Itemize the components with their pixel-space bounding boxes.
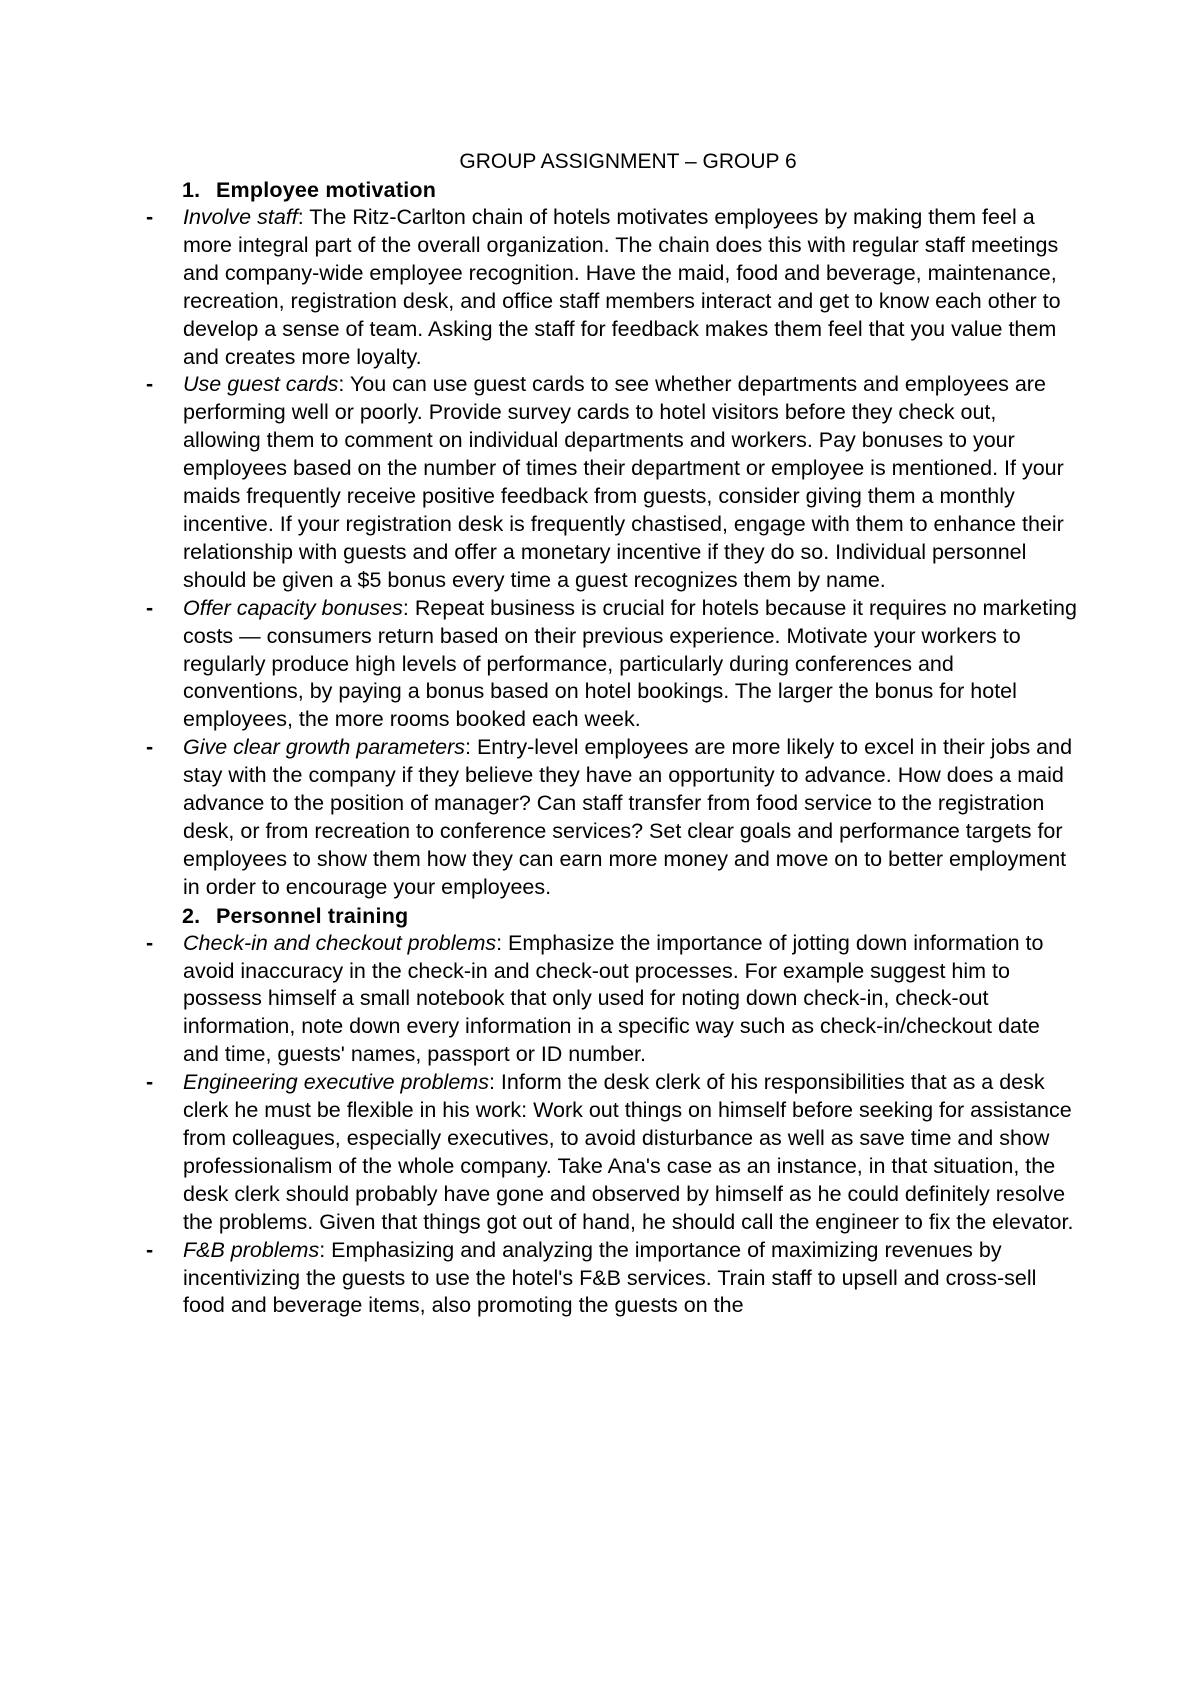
item-text: : You can use guest cards to see whether departments and employees are performing well or poorly. Provide survey cards to hotel visitors before they check out, allowing them to comment on individual departments and workers. Pay bonuses to your employees based on the number of times their department or employee is mentioned. If your maids frequently receive positive feedback from guests, consider giving them a monthly incentive. If your registration desk is frequently chastised, engage with them to enhance their relationship with guests and offer a monetary incentive if they do so. Individual personnel should be given a $5 bonus every time a guest recognizes them by name. bbox=[183, 372, 1064, 592]
item-text: : Emphasizing and analyzing the importance of maximizing revenues by incentivizing the guests to use the hotel's F&B services. Train staff to upsell and cross-sell food and beverage items, also promoting the guests on the bbox=[183, 1237, 1037, 1318]
item-text: : Repeat business is crucial for hotels because it requires no marketing costs — consumers return based on their previous experience. Motivate your workers to regularly produce high levels of performance, particularly during conferences and conventions, by paying a bonus based on hotel bookings. The larger the bonus for hotel employees, the more rooms booked each week. bbox=[183, 595, 1077, 732]
bullet-marker: - bbox=[146, 1237, 154, 1262]
bullet-list bbox=[146, 930, 1080, 1321]
item-term: Use guest cards bbox=[183, 372, 339, 397]
section-number: 1. bbox=[182, 178, 201, 202]
item-term: Check-in and checkout problems bbox=[183, 930, 497, 955]
list-item bbox=[146, 595, 1080, 735]
section-heading bbox=[146, 902, 1080, 930]
item-text: : Emphasize the importance of jotting down information to avoid inaccuracy in the check-in and check-out processes. For example suggest him to possess himself a small notebook that only used for noting down check-in, check-out information, note down every information in a specific way such as check-in/checkout date and time, guests' names, passport or ID number. bbox=[183, 930, 1044, 1067]
list-item bbox=[146, 1069, 1080, 1236]
section-employee-motivation bbox=[146, 176, 1080, 902]
item-term: Engineering executive problems bbox=[183, 1070, 489, 1095]
section-personnel-training bbox=[146, 902, 1080, 1321]
section-heading-text: Personnel training bbox=[216, 903, 409, 928]
list-item bbox=[146, 1237, 1080, 1321]
item-term: Give clear growth parameters bbox=[183, 735, 465, 760]
item-term: Offer capacity bonuses bbox=[183, 595, 403, 620]
item-term: Involve staff bbox=[183, 205, 298, 229]
bullet-marker: - bbox=[146, 372, 154, 397]
document-title: GROUP ASSIGNMENT – GROUP 6 bbox=[459, 150, 797, 173]
bullet-marker: - bbox=[146, 930, 154, 955]
item-text: : The Ritz-Carlton chain of hotels motivates employees by making them feel a more integral part of the overall organization. The chain does this with regular staff meetings and company-wide employee recognition. Have the maid, food and beverage, maintenance, recreation, registration desk, and office staff members interact and get to know each other to develop a sense of team. Asking the staff for feedback makes them feel that you value them and creates more loyalty. bbox=[183, 205, 1061, 369]
list-item bbox=[146, 371, 1080, 594]
section-number: 2. bbox=[182, 903, 201, 928]
bullet-marker: - bbox=[146, 735, 154, 760]
section-heading bbox=[146, 176, 1080, 204]
list-item bbox=[146, 734, 1080, 901]
section-heading-text: Employee motivation bbox=[216, 178, 437, 202]
item-text: : Entry-level employees are more likely to excel in their jobs and stay with the company if they believe they have an opportunity to advance. How does a maid advance to the position of manager? Can staff transfer from food service to the registration desk, or from recreation to conference services? Set clear goals and performance targets for employees to show them how they can earn more money and move on to better employment in order to encourage your employees. bbox=[183, 735, 1073, 899]
bullet-marker: - bbox=[146, 205, 154, 229]
bullet-marker: - bbox=[146, 1070, 154, 1095]
item-term: F&B problems bbox=[183, 1237, 320, 1262]
list-item bbox=[146, 204, 1080, 371]
bullet-marker: - bbox=[146, 595, 154, 620]
item-text: : Inform the desk clerk of his responsibilities that as a desk clerk he must be flexible in his work: Work out things on himself before seeking for assistance from colleagues, especially executives, to avoid disturbance as well as save time and show professionalism of the whole company. Take Ana's case as an instance, in that situation, the desk clerk should probably have gone and observed by himself as he could definitely resolve the problems. Given that things got out of hand, he should call the engineer to fix the elevator. bbox=[183, 1070, 1074, 1234]
bullet-list bbox=[146, 204, 1080, 902]
list-item bbox=[146, 930, 1080, 1070]
